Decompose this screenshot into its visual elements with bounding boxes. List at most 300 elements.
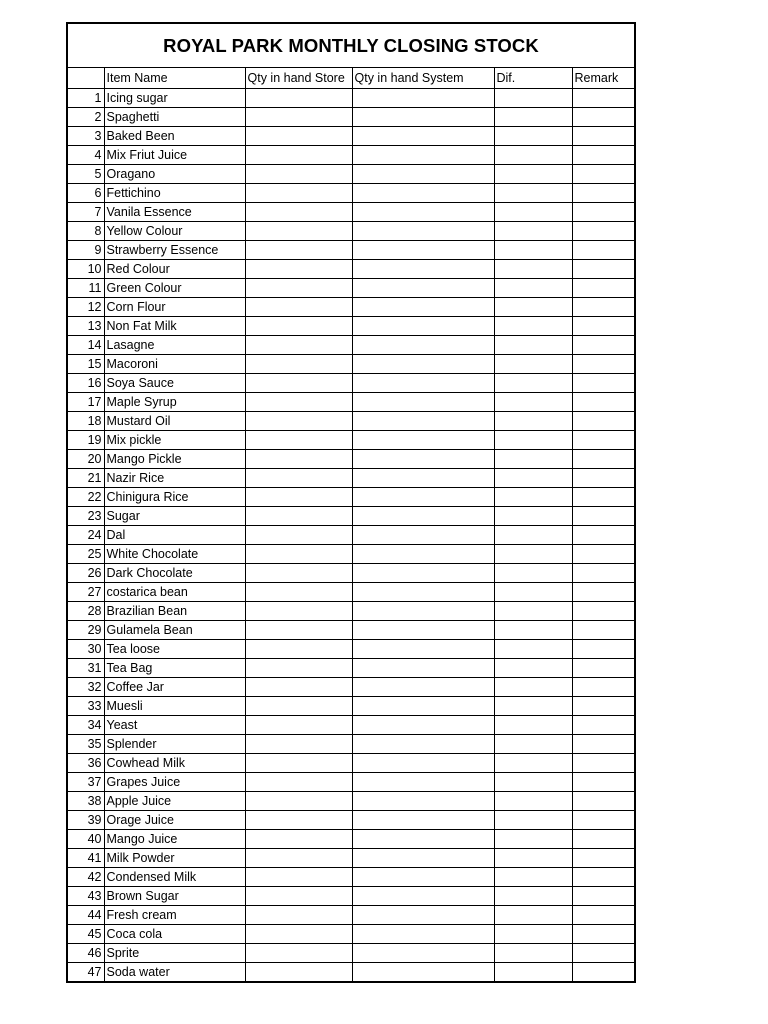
table-row [68, 810, 634, 829]
qty-store-cell[interactable] [245, 677, 352, 696]
row-number: 7 [68, 202, 104, 221]
row-number: 8 [68, 221, 104, 240]
row-number: 14 [68, 335, 104, 354]
qty-store-cell[interactable] [245, 962, 352, 981]
table-row [68, 544, 634, 563]
remark-cell[interactable] [572, 335, 634, 354]
table-row [68, 601, 634, 620]
qty-system-cell[interactable] [352, 487, 494, 506]
item-name-cell: Splender [104, 734, 245, 753]
qty-system-cell[interactable] [352, 867, 494, 886]
qty-store-cell[interactable] [245, 829, 352, 848]
dif-cell[interactable] [494, 164, 572, 183]
row-number: 13 [68, 316, 104, 335]
item-name-cell: Milk Powder [104, 848, 245, 867]
remark-cell[interactable] [572, 430, 634, 449]
qty-store-cell[interactable] [245, 525, 352, 544]
dif-cell[interactable] [494, 791, 572, 810]
qty-store-cell[interactable] [245, 715, 352, 734]
remark-cell[interactable] [572, 88, 634, 107]
table-row [68, 183, 634, 202]
qty-system-cell[interactable] [352, 905, 494, 924]
qty-system-cell[interactable] [352, 354, 494, 373]
stock-sheet [66, 22, 636, 983]
remark-cell[interactable] [572, 468, 634, 487]
row-number: 20 [68, 449, 104, 468]
qty-system-cell[interactable] [352, 297, 494, 316]
qty-system-cell[interactable] [352, 620, 494, 639]
dif-cell[interactable] [494, 107, 572, 126]
item-name-cell: Dal [104, 525, 245, 544]
row-number: 42 [68, 867, 104, 886]
qty-store-cell[interactable] [245, 164, 352, 183]
row-number: 23 [68, 506, 104, 525]
row-number: 37 [68, 772, 104, 791]
qty-system-cell[interactable] [352, 734, 494, 753]
row-number: 18 [68, 411, 104, 430]
item-name-cell: Strawberry Essence [104, 240, 245, 259]
qty-store-cell[interactable] [245, 772, 352, 791]
header-qty-store: Qty in hand Store [245, 68, 352, 88]
qty-store-cell[interactable] [245, 449, 352, 468]
qty-system-cell[interactable] [352, 164, 494, 183]
table-row [68, 639, 634, 658]
qty-store-cell[interactable] [245, 145, 352, 164]
remark-cell[interactable] [572, 411, 634, 430]
dif-cell[interactable] [494, 449, 572, 468]
stock-rows [68, 88, 634, 981]
qty-store-cell[interactable] [245, 506, 352, 525]
qty-system-cell[interactable] [352, 411, 494, 430]
qty-store-cell[interactable] [245, 297, 352, 316]
remark-cell[interactable] [572, 962, 634, 981]
row-number: 25 [68, 544, 104, 563]
item-name-cell: Green Colour [104, 278, 245, 297]
header-row [68, 68, 634, 88]
remark-cell[interactable] [572, 392, 634, 411]
qty-system-cell[interactable] [352, 639, 494, 658]
remark-cell[interactable] [572, 145, 634, 164]
qty-store-cell[interactable] [245, 88, 352, 107]
header-remark: Remark [572, 68, 634, 88]
table-row [68, 411, 634, 430]
qty-system-cell[interactable] [352, 468, 494, 487]
qty-store-cell[interactable] [245, 639, 352, 658]
table-row [68, 525, 634, 544]
remark-cell[interactable] [572, 943, 634, 962]
row-number: 11 [68, 278, 104, 297]
table-row [68, 487, 634, 506]
table-row [68, 715, 634, 734]
item-name-cell: Yeast [104, 715, 245, 734]
qty-system-cell[interactable] [352, 677, 494, 696]
qty-system-cell[interactable] [352, 392, 494, 411]
qty-system-cell[interactable] [352, 126, 494, 145]
row-number: 39 [68, 810, 104, 829]
qty-store-cell[interactable] [245, 430, 352, 449]
remark-cell[interactable] [572, 867, 634, 886]
dif-cell[interactable] [494, 487, 572, 506]
qty-store-cell[interactable] [245, 658, 352, 677]
qty-store-cell[interactable] [245, 335, 352, 354]
qty-system-cell[interactable] [352, 886, 494, 905]
qty-store-cell[interactable] [245, 753, 352, 772]
item-name-cell: Sprite [104, 943, 245, 962]
qty-store-cell[interactable] [245, 544, 352, 563]
qty-store-cell[interactable] [245, 563, 352, 582]
remark-cell[interactable] [572, 829, 634, 848]
row-number: 5 [68, 164, 104, 183]
remark-cell[interactable] [572, 924, 634, 943]
item-name-cell: Mustard Oil [104, 411, 245, 430]
dif-cell[interactable] [494, 240, 572, 259]
qty-system-cell[interactable] [352, 525, 494, 544]
row-number: 15 [68, 354, 104, 373]
qty-store-cell[interactable] [245, 487, 352, 506]
row-number: 17 [68, 392, 104, 411]
dif-cell[interactable] [494, 810, 572, 829]
item-name-cell: Oragano [104, 164, 245, 183]
remark-cell[interactable] [572, 886, 634, 905]
header-dif: Dif. [494, 68, 572, 88]
remark-cell[interactable] [572, 734, 634, 753]
header-item-name: Item Name [104, 68, 245, 88]
dif-cell[interactable] [494, 126, 572, 145]
dif-cell[interactable] [494, 886, 572, 905]
qty-store-cell[interactable] [245, 354, 352, 373]
qty-system-cell[interactable] [352, 772, 494, 791]
remark-cell[interactable] [572, 658, 634, 677]
item-name-cell: Apple Juice [104, 791, 245, 810]
remark-cell[interactable] [572, 582, 634, 601]
qty-store-cell[interactable] [245, 867, 352, 886]
qty-system-cell[interactable] [352, 658, 494, 677]
remark-cell[interactable] [572, 449, 634, 468]
dif-cell[interactable] [494, 563, 572, 582]
table-row [68, 753, 634, 772]
row-number: 1 [68, 88, 104, 107]
qty-store-cell[interactable] [245, 905, 352, 924]
dif-cell[interactable] [494, 867, 572, 886]
qty-system-cell[interactable] [352, 202, 494, 221]
item-name-cell: Tea Bag [104, 658, 245, 677]
dif-cell[interactable] [494, 620, 572, 639]
row-number: 31 [68, 658, 104, 677]
sheet-title: ROYAL PARK MONTHLY CLOSING STOCK [68, 24, 634, 68]
dif-cell[interactable] [494, 639, 572, 658]
table-row [68, 278, 634, 297]
qty-store-cell[interactable] [245, 392, 352, 411]
qty-system-cell[interactable] [352, 259, 494, 278]
dif-cell[interactable] [494, 430, 572, 449]
table-row [68, 107, 634, 126]
remark-cell[interactable] [572, 373, 634, 392]
row-number: 2 [68, 107, 104, 126]
remark-cell[interactable] [572, 677, 634, 696]
qty-system-cell[interactable] [352, 506, 494, 525]
remark-cell[interactable] [572, 202, 634, 221]
item-name-cell: Condensed Milk [104, 867, 245, 886]
remark-cell[interactable] [572, 544, 634, 563]
header-number [68, 68, 104, 88]
dif-cell[interactable] [494, 411, 572, 430]
item-name-cell: Yellow Colour [104, 221, 245, 240]
dif-cell[interactable] [494, 905, 572, 924]
remark-cell[interactable] [572, 126, 634, 145]
dif-cell[interactable] [494, 316, 572, 335]
row-number: 33 [68, 696, 104, 715]
remark-cell[interactable] [572, 620, 634, 639]
row-number: 3 [68, 126, 104, 145]
item-name-cell: Non Fat Milk [104, 316, 245, 335]
item-name-cell: Brazilian Bean [104, 601, 245, 620]
qty-store-cell[interactable] [245, 259, 352, 278]
item-name-cell: Soda water [104, 962, 245, 981]
remark-cell[interactable] [572, 696, 634, 715]
table-row [68, 677, 634, 696]
table-row [68, 886, 634, 905]
qty-store-cell[interactable] [245, 943, 352, 962]
qty-store-cell[interactable] [245, 886, 352, 905]
qty-system-cell[interactable] [352, 145, 494, 164]
item-name-cell: Mango Juice [104, 829, 245, 848]
qty-store-cell[interactable] [245, 791, 352, 810]
dif-cell[interactable] [494, 715, 572, 734]
table-row [68, 734, 634, 753]
dif-cell[interactable] [494, 145, 572, 164]
row-number: 28 [68, 601, 104, 620]
qty-store-cell[interactable] [245, 316, 352, 335]
item-name-cell: Vanila Essence [104, 202, 245, 221]
header-qty-system: Qty in hand System [352, 68, 494, 88]
table-row [68, 316, 634, 335]
remark-cell[interactable] [572, 354, 634, 373]
qty-store-cell[interactable] [245, 278, 352, 297]
table-row [68, 905, 634, 924]
qty-system-cell[interactable] [352, 183, 494, 202]
dif-cell[interactable] [494, 753, 572, 772]
row-number: 29 [68, 620, 104, 639]
row-number: 35 [68, 734, 104, 753]
row-number: 36 [68, 753, 104, 772]
row-number: 45 [68, 924, 104, 943]
remark-cell[interactable] [572, 164, 634, 183]
remark-cell[interactable] [572, 107, 634, 126]
dif-cell[interactable] [494, 696, 572, 715]
dif-cell[interactable] [494, 278, 572, 297]
remark-cell[interactable] [572, 316, 634, 335]
dif-cell[interactable] [494, 373, 572, 392]
qty-system-cell[interactable] [352, 373, 494, 392]
qty-system-cell[interactable] [352, 278, 494, 297]
dif-cell[interactable] [494, 354, 572, 373]
table-row [68, 164, 634, 183]
row-number: 32 [68, 677, 104, 696]
remark-cell[interactable] [572, 487, 634, 506]
qty-system-cell[interactable] [352, 943, 494, 962]
table-row [68, 620, 634, 639]
dif-cell[interactable] [494, 202, 572, 221]
table-row [68, 297, 634, 316]
qty-system-cell[interactable] [352, 88, 494, 107]
qty-system-cell[interactable] [352, 810, 494, 829]
item-name-cell: Muesli [104, 696, 245, 715]
remark-cell[interactable] [572, 905, 634, 924]
row-number: 9 [68, 240, 104, 259]
qty-store-cell[interactable] [245, 183, 352, 202]
dif-cell[interactable] [494, 506, 572, 525]
qty-system-cell[interactable] [352, 829, 494, 848]
dif-cell[interactable] [494, 924, 572, 943]
remark-cell[interactable] [572, 791, 634, 810]
dif-cell[interactable] [494, 829, 572, 848]
qty-system-cell[interactable] [352, 696, 494, 715]
item-name-cell: Coca cola [104, 924, 245, 943]
qty-system-cell[interactable] [352, 430, 494, 449]
table-row [68, 259, 634, 278]
row-number: 22 [68, 487, 104, 506]
qty-store-cell[interactable] [245, 411, 352, 430]
dif-cell[interactable] [494, 544, 572, 563]
dif-cell[interactable] [494, 677, 572, 696]
item-name-cell: Dark Chocolate [104, 563, 245, 582]
table-row [68, 373, 634, 392]
stock-table [68, 68, 634, 981]
qty-store-cell[interactable] [245, 468, 352, 487]
table-row [68, 848, 634, 867]
qty-store-cell[interactable] [245, 696, 352, 715]
qty-store-cell[interactable] [245, 107, 352, 126]
qty-system-cell[interactable] [352, 962, 494, 981]
dif-cell[interactable] [494, 259, 572, 278]
dif-cell[interactable] [494, 525, 572, 544]
remark-cell[interactable] [572, 525, 634, 544]
dif-cell[interactable] [494, 335, 572, 354]
qty-store-cell[interactable] [245, 202, 352, 221]
table-row [68, 506, 634, 525]
qty-store-cell[interactable] [245, 848, 352, 867]
item-name-cell: costarica bean [104, 582, 245, 601]
item-name-cell: Nazir Rice [104, 468, 245, 487]
qty-system-cell[interactable] [352, 221, 494, 240]
qty-store-cell[interactable] [245, 582, 352, 601]
item-name-cell: Coffee Jar [104, 677, 245, 696]
dif-cell[interactable] [494, 221, 572, 240]
remark-cell[interactable] [572, 753, 634, 772]
qty-system-cell[interactable] [352, 316, 494, 335]
qty-system-cell[interactable] [352, 924, 494, 943]
table-row [68, 468, 634, 487]
table-row [68, 88, 634, 107]
table-row [68, 962, 634, 981]
table-row [68, 582, 634, 601]
qty-store-cell[interactable] [245, 924, 352, 943]
item-name-cell: Maple Syrup [104, 392, 245, 411]
qty-store-cell[interactable] [245, 221, 352, 240]
qty-store-cell[interactable] [245, 240, 352, 259]
remark-cell[interactable] [572, 601, 634, 620]
dif-cell[interactable] [494, 183, 572, 202]
qty-system-cell[interactable] [352, 563, 494, 582]
qty-system-cell[interactable] [352, 107, 494, 126]
row-number: 16 [68, 373, 104, 392]
qty-store-cell[interactable] [245, 620, 352, 639]
item-name-cell: Tea loose [104, 639, 245, 658]
qty-system-cell[interactable] [352, 335, 494, 354]
table-row [68, 772, 634, 791]
remark-cell[interactable] [572, 810, 634, 829]
remark-cell[interactable] [572, 183, 634, 202]
table-row [68, 696, 634, 715]
dif-cell[interactable] [494, 601, 572, 620]
remark-cell[interactable] [572, 278, 634, 297]
dif-cell[interactable] [494, 658, 572, 677]
item-name-cell: Sugar [104, 506, 245, 525]
item-name-cell: Grapes Juice [104, 772, 245, 791]
qty-store-cell[interactable] [245, 601, 352, 620]
row-number: 46 [68, 943, 104, 962]
dif-cell[interactable] [494, 88, 572, 107]
qty-system-cell[interactable] [352, 715, 494, 734]
remark-cell[interactable] [572, 772, 634, 791]
row-number: 43 [68, 886, 104, 905]
qty-system-cell[interactable] [352, 601, 494, 620]
dif-cell[interactable] [494, 582, 572, 601]
qty-system-cell[interactable] [352, 753, 494, 772]
item-name-cell: Corn Flour [104, 297, 245, 316]
table-row [68, 449, 634, 468]
remark-cell[interactable] [572, 506, 634, 525]
qty-system-cell[interactable] [352, 848, 494, 867]
row-number: 10 [68, 259, 104, 278]
dif-cell[interactable] [494, 772, 572, 791]
remark-cell[interactable] [572, 715, 634, 734]
qty-store-cell[interactable] [245, 126, 352, 145]
remark-cell[interactable] [572, 221, 634, 240]
qty-system-cell[interactable] [352, 449, 494, 468]
item-name-cell: Mix Friut Juice [104, 145, 245, 164]
row-number: 26 [68, 563, 104, 582]
table-row [68, 240, 634, 259]
remark-cell[interactable] [572, 639, 634, 658]
remark-cell[interactable] [572, 848, 634, 867]
dif-cell[interactable] [494, 297, 572, 316]
qty-store-cell[interactable] [245, 373, 352, 392]
dif-cell[interactable] [494, 943, 572, 962]
qty-store-cell[interactable] [245, 734, 352, 753]
remark-cell[interactable] [572, 297, 634, 316]
row-number: 38 [68, 791, 104, 810]
qty-system-cell[interactable] [352, 582, 494, 601]
remark-cell[interactable] [572, 563, 634, 582]
row-number: 12 [68, 297, 104, 316]
qty-system-cell[interactable] [352, 240, 494, 259]
qty-system-cell[interactable] [352, 791, 494, 810]
row-number: 21 [68, 468, 104, 487]
dif-cell[interactable] [494, 962, 572, 981]
row-number: 34 [68, 715, 104, 734]
item-name-cell: Mix pickle [104, 430, 245, 449]
dif-cell[interactable] [494, 468, 572, 487]
qty-store-cell[interactable] [245, 810, 352, 829]
remark-cell[interactable] [572, 240, 634, 259]
dif-cell[interactable] [494, 392, 572, 411]
dif-cell[interactable] [494, 848, 572, 867]
qty-system-cell[interactable] [352, 544, 494, 563]
remark-cell[interactable] [572, 259, 634, 278]
row-number: 19 [68, 430, 104, 449]
dif-cell[interactable] [494, 734, 572, 753]
